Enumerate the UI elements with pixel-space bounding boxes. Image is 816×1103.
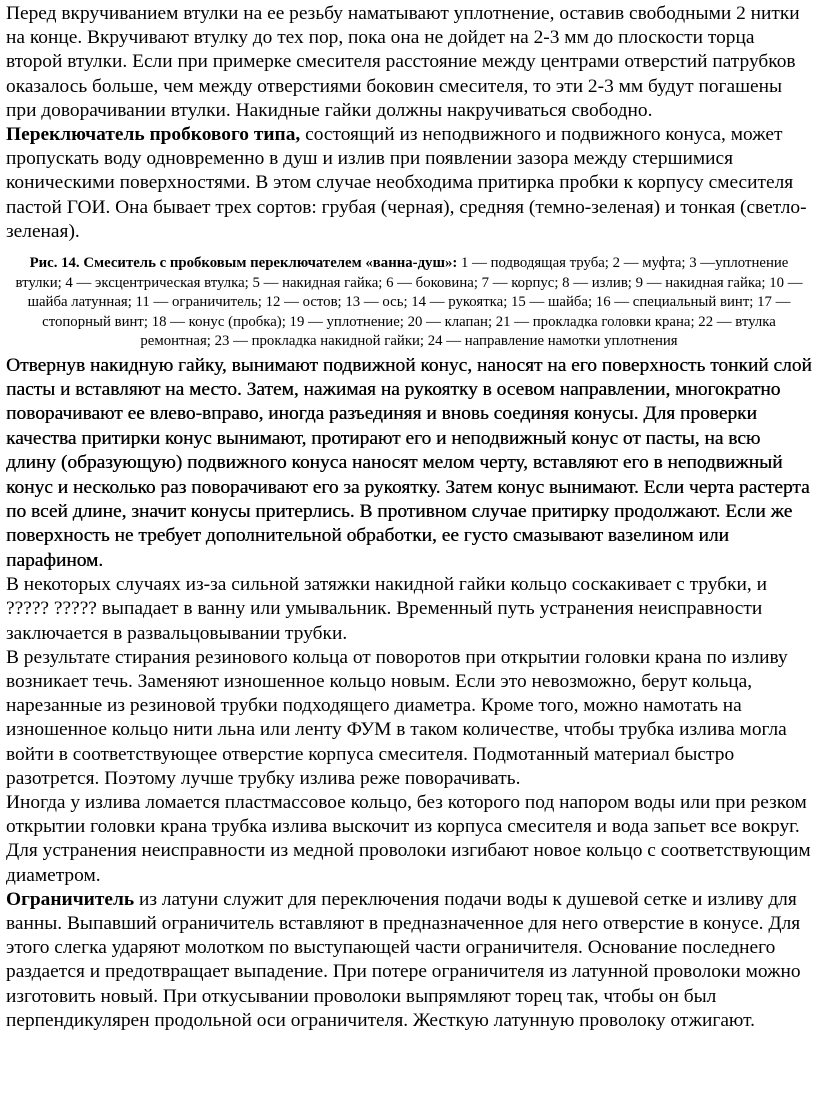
term-plug-switch: Переключатель пробкового типа,	[6, 124, 301, 146]
paragraph-rubber-ring-wear: В результате стирания резинового кольца от поворотов при открытии головки крана по изливу возникает течь. Заменяют изношенное кольцо новым. Если это невозможно, берут кольца, нарезанные из резиновой трубки подходящего диаметра. Кроме того, можно намотать на изношенное кольцо нити льна или ленту ФУМ в таком количестве, чтобы трубка излива могла войти в соответствующее отверстие корпуса смесителя. Подмотанный материал быстро разотрется. Поэтому лучше трубку излива реже поворачивать.	[6, 646, 788, 789]
paragraph-limiter-text: из латуни служит для переключения подачи воды к душевой сетке и изливу для ванны. Выпавший ограничитель вставляют в предназначенное для него отверстие в конусе. Для этого слегка ударяют молотком по выступающей части ограничителя. Основание последнего раздается и предотвращает выпадение. При потере ограничителя из латунной проволоки можно изготовить новый. При откусывании проволоки выпрямляют торец так, чтобы он был перпендикулярен продольной оси ограничителя. Жесткую латунную проволоку отжигают.	[6, 888, 801, 1031]
term-limiter: Ограничитель	[6, 888, 135, 910]
figure-caption-text: 1 — подводящая труба; 2 — муфта; 3 —уплотнение втулки; 4 — эксцентрическая втулка; 5 — накидная гайка; 6 — боковина; 7 — корпус; 8 — излив; 9 — накидная гайка; 10 — шайба латунная; 11 — ограничитель; 12 — остов; 13 — ось; 14 — рукоятка; 15 — шайба; 16 — специальный винт; 17 — стопорный винт; 18 — конус (пробка); 19 — уплотнение; 20 — клапан; 21 — прокладка головки крана; 22 — втулка ремонтная; 23 — прокладка накидной гайки; 24 — направление намотки уплотнения	[15, 255, 803, 350]
paragraph-limiter	[6, 888, 812, 1033]
figure-caption	[6, 254, 812, 352]
paragraph-lapping-procedure: Отвернув накидную гайку, вынимают подвижной конус, наносят на его поверхность тонкий слой пасты и вставляют на место. Затем, нажимая на рукоятку в осевом направлении, многократно поворачивают ее влево-вправо, иногда разъединяя и вновь соединяя конусы. Для проверки качества притирки конус вынимают, протирают его и неподвижный конус от пасты, на всю длину (образующую) подвижного конуса наносят мелом черту, вставляют его в неподвижный конус и несколько раз поворачивают его за рукоятку. Затем конус вынимают. Если черта растерта по всей длине, значит конусы притерлись. В противном случае притирку продолжают. Если же поверхность не требует дополнительной обработки, ее густо смазывают вазелином или парафином.	[6, 354, 812, 571]
paragraph-ring-slip: В некоторых случаях из-за сильной затяжки накидной гайки кольцо соскакивает с трубки, и ????? ????? выпадает в ванну или умывальник. Временный путь устранения неисправности заключается в развальцовывании трубки.	[6, 574, 767, 644]
figure-caption-title: Рис. 14. Смеситель с пробковым переключателем «ванна-душ»:	[29, 255, 458, 272]
paragraph-plug-switch	[6, 123, 812, 244]
paragraph-bushing-installation: Перед вкручиванием втулки на ее резьбу наматывают уплотнение, оставив свободными 2 нитки на конце. Вкручивают втулку до тех пор, пока она не дойдет на 2-3 мм до плоскости торца второй втулки. Если при примерке смесителя расстояние между центрами отверстий патрубков оказалось больше, чем между отверстиями боковин смесителя, то эти 2-3 мм будут погашены при доворачивании втулки. Накидные гайки должны накручиваться свободно.	[6, 3, 800, 121]
paragraph-plug-switch-text: состоящий из неподвижного и подвижного конуса, может пропускать воду одновременно в душ и излив при появлении зазора между стершимися коническими поверхностями. В этом случае необходима притирка пробки к корпусу смесителя пастой ГОИ. Она бывает трех сортов: грубая (черная), средняя (темно-зеленая) и тонкая (светло-зеленая).	[6, 124, 807, 242]
paragraph-plastic-ring-break: Иногда у излива ломается пластмассовое кольцо, без которого под напором воды или при резком открытии головки крана трубка излива выскочит из корпуса смесителя и вода запьет все вокруг. Для устранения неисправности из медной проволоки изгибают новое кольцо с соответствующим диаметром.	[6, 792, 811, 886]
